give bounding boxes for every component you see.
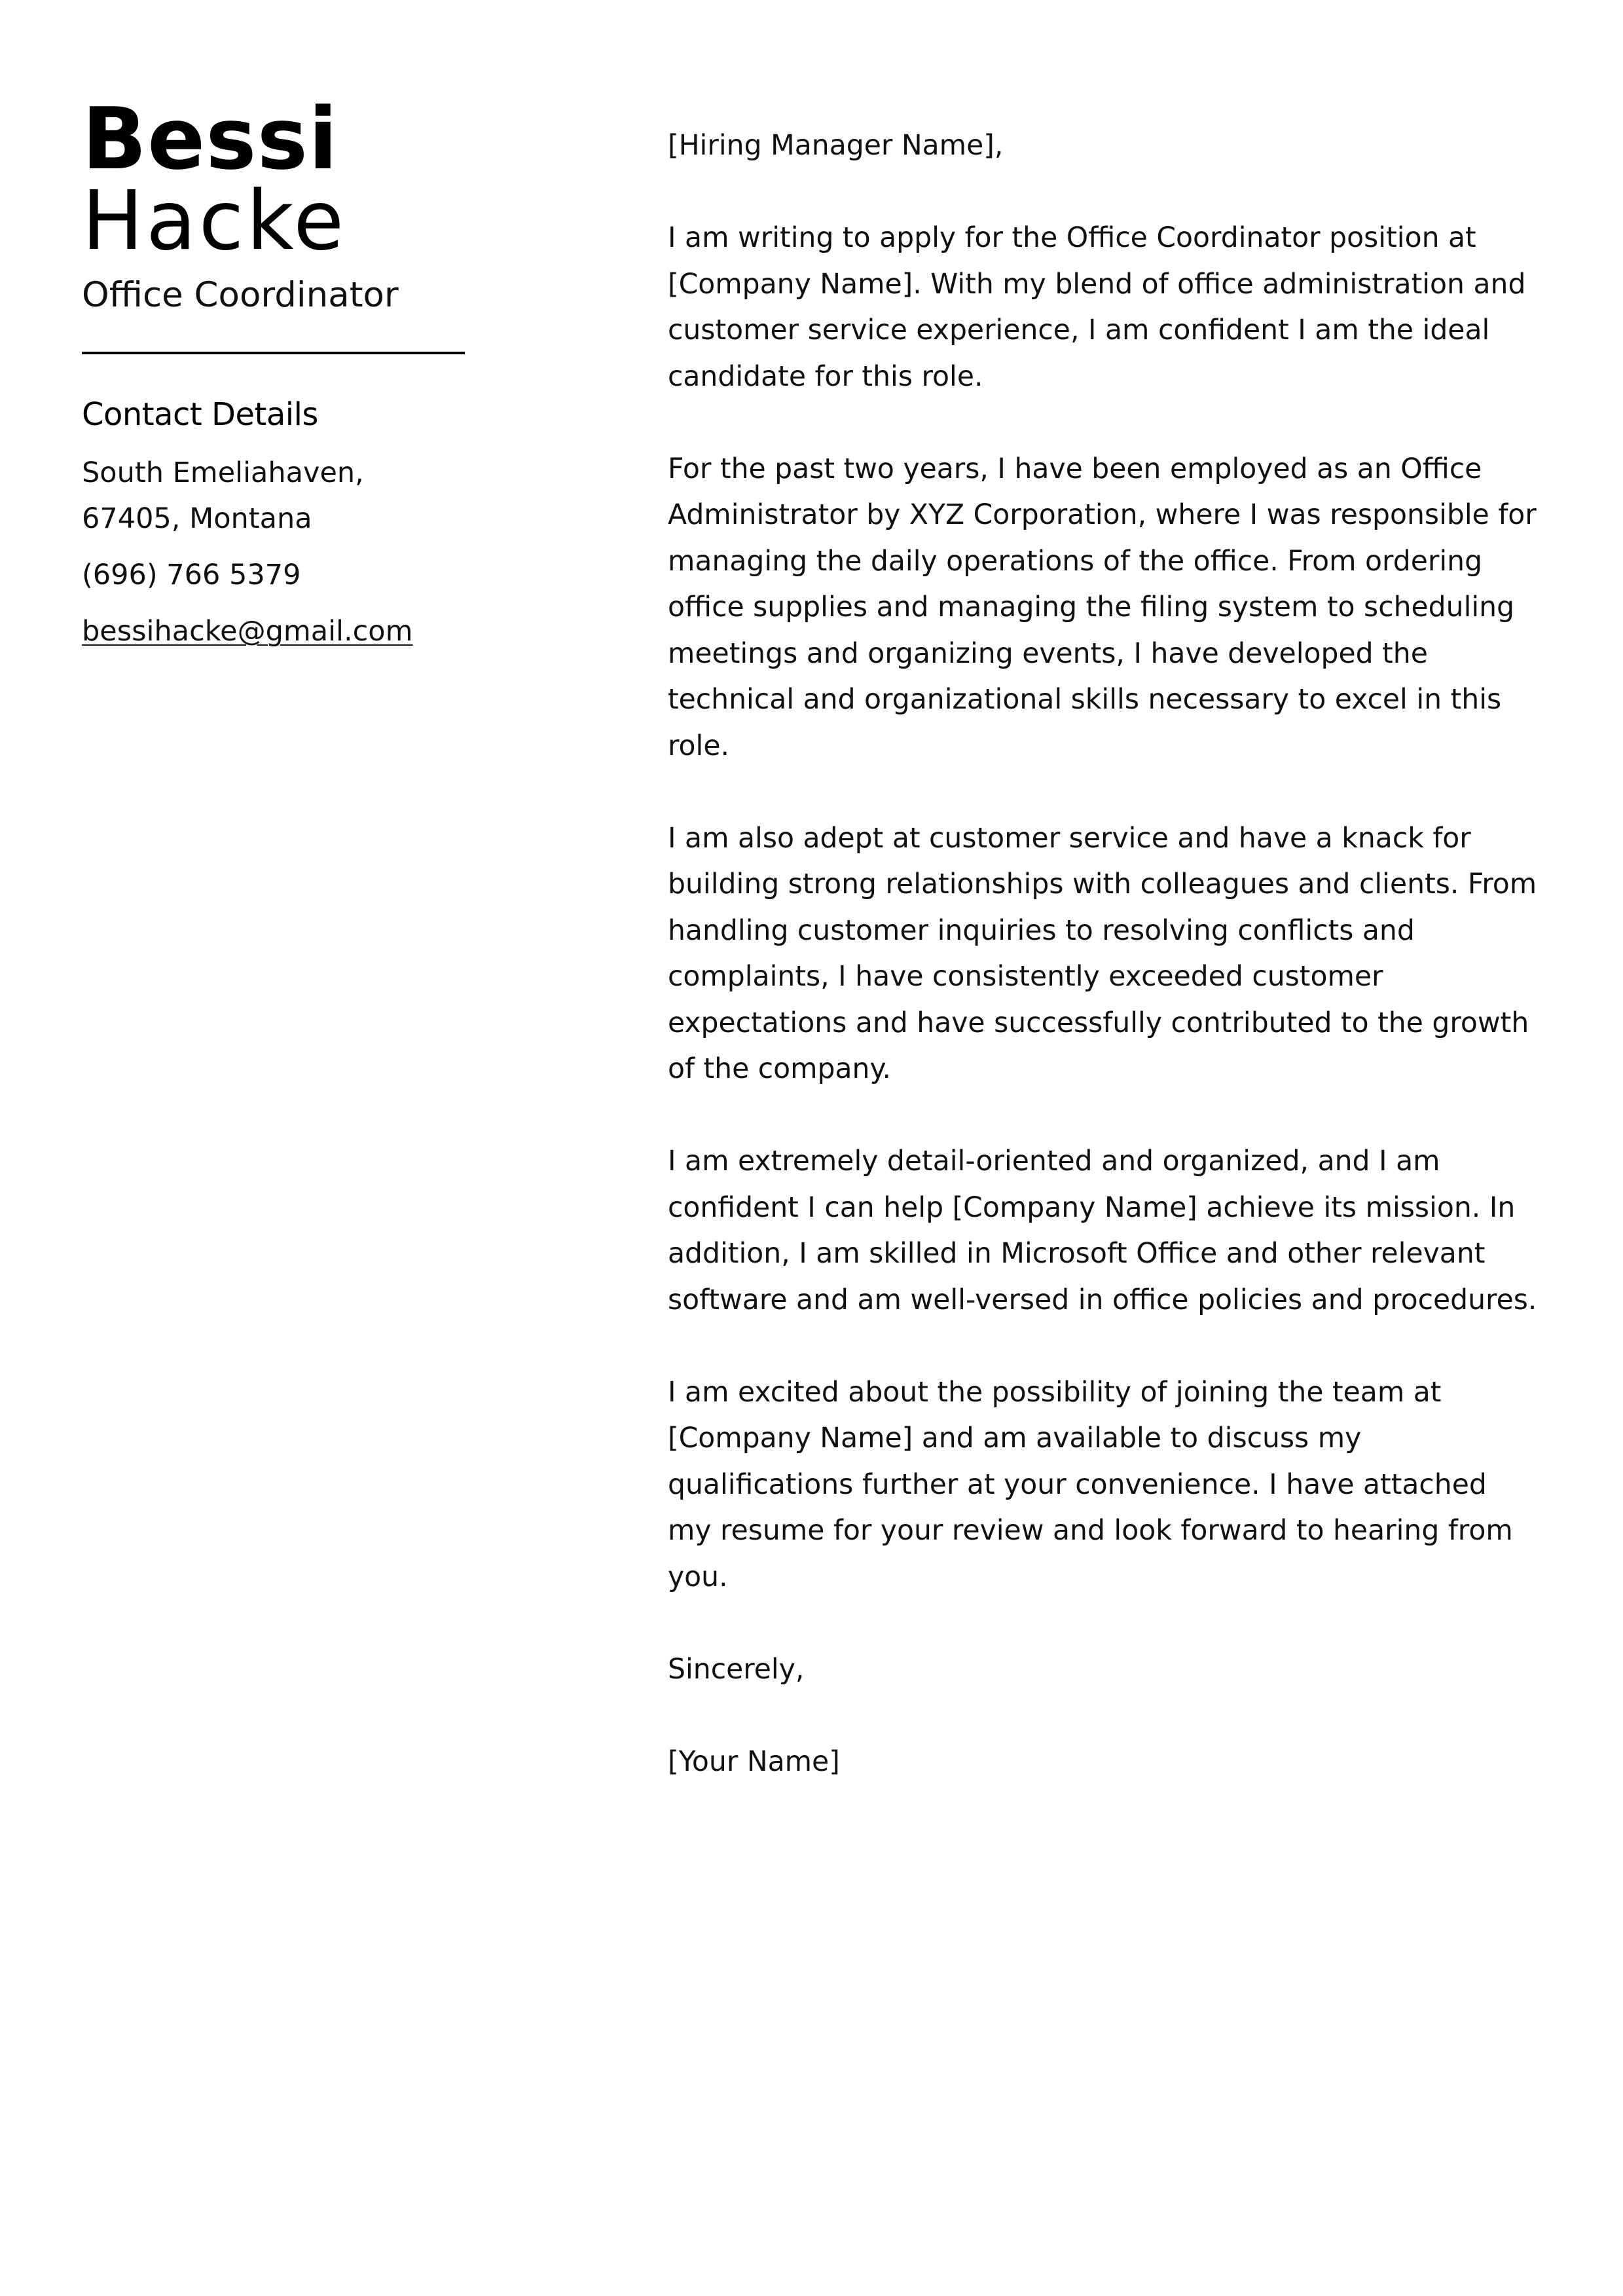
- applicant-name: [82, 89, 475, 268]
- letter-paragraph: I am extremely detail-oriented and organized, and I am confident I can help [Company Name] achieve its mission. In addition, I am skilled in Microsoft Office and other relevant software and am well-versed in office policies and procedures.: [668, 1145, 1537, 1316]
- last-name: Hacke: [82, 174, 347, 268]
- first-name: Bessi: [82, 89, 338, 189]
- letter-paragraph: I am also adept at customer service and have a knack for building strong relationships with colleagues and clients. From handling customer inquiries to resolving conflicts and complaints, I have consistently exceeded customer expectations and have successfully contributed to the growth of the company.: [668, 822, 1537, 1085]
- divider: [82, 352, 465, 354]
- contact-heading: Contact Details: [82, 396, 318, 433]
- contact-address: South Emeliahaven, 67405, Montana: [82, 456, 364, 535]
- letter-salutation: [Hiring Manager Name],: [668, 130, 1004, 162]
- letter-paragraph: I am excited about the possibility of joining the team at [Company Name] and am available to discuss my qualifications further at your convenience. I have attached my resume for your review and look forward to hearing from you.: [668, 1376, 1513, 1593]
- letter-body: [668, 123, 1539, 1832]
- letter-signature: [Your Name]: [668, 1745, 840, 1778]
- contact-email-link[interactable]: bessihacke@gmail.com: [82, 615, 413, 648]
- job-title: Office Coordinator: [82, 275, 399, 315]
- letter-paragraph: I am writing to apply for the Office Coordinator position at [Company Name]. With my blend of office administration and customer service experience, I am confident I am the ideal candidate for this role.: [668, 222, 1526, 393]
- letter-closing: Sincerely,: [668, 1653, 805, 1686]
- contact-phone: (696) 766 5379: [82, 559, 301, 591]
- letter-paragraph: For the past two years, I have been employed as an Office Administrator by XYZ Corporation, where I was responsible for managing the daily operations of the office. From ordering office supplies and managing the filing system to scheduling meetings and organizing events, I have developed the technical and organizational skills necessary to excel in this role.: [668, 453, 1537, 762]
- sidebar: [82, 89, 475, 654]
